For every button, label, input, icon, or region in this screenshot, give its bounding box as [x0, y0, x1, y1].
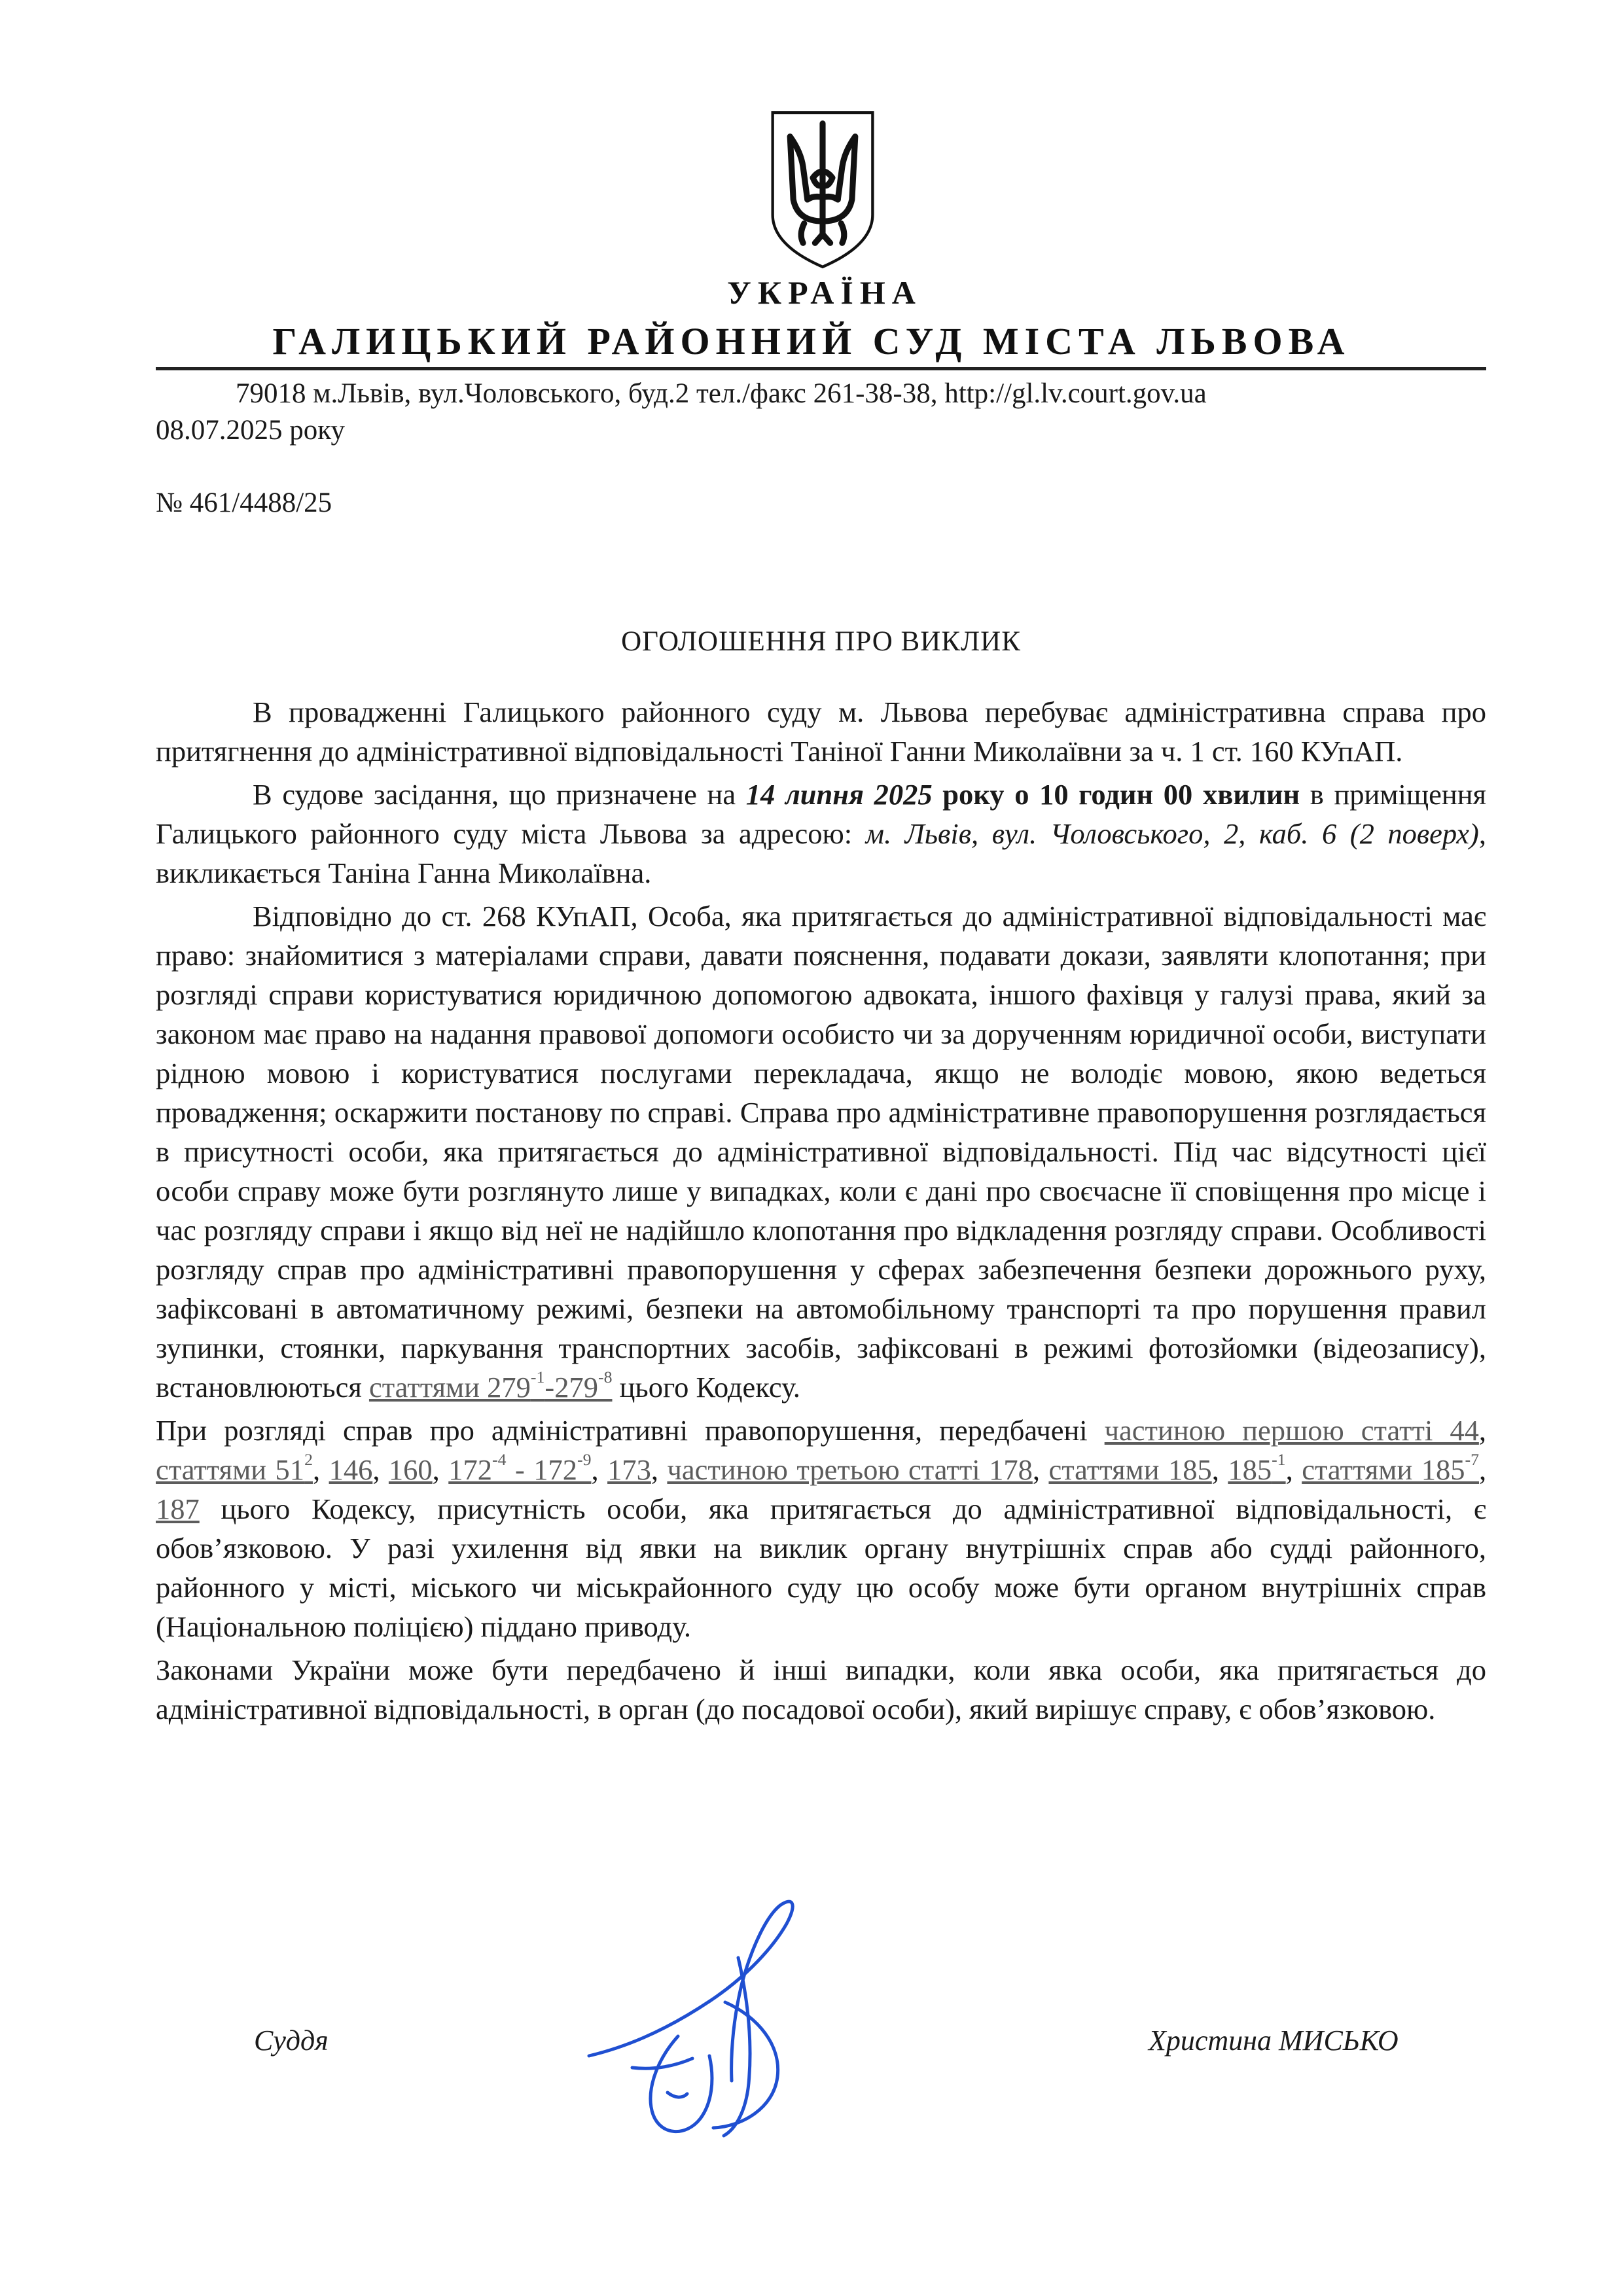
document-date: 08.07.2025 року — [156, 415, 346, 446]
hearing-text: в приміщення Галицького районного суду міста Львова за адресою: — [156, 778, 1487, 850]
article-reference-link[interactable]: статтями 185 — [1048, 1453, 1212, 1486]
judge-role-label: Суддя — [254, 2024, 329, 2057]
hearing-text: В судове засідання, що призначене на — [253, 778, 746, 811]
article-reference-link[interactable]: $185^{-1}$ — [1228, 1450, 1286, 1486]
signature-icon — [576, 1884, 825, 2166]
presence-text: цього Кодексу, присутність особи, яка притягається до адміністративної відповідальності, є обов’язковою. У разі ухилення від явки на виклик органу внутрішніх справ або судді районного, районного у місті, міського чи міськрайонного суду цю особу може бути органом внутрішніх справ (Національною поліцією) піддано приводу. — [156, 1492, 1486, 1643]
article-reference-link[interactable]: 146 — [329, 1453, 373, 1486]
article-reference-link[interactable]: частиною третьою статті 178 — [667, 1453, 1033, 1486]
handwritten-signature — [576, 1884, 825, 2166]
rights-text: цього Кодексу. — [612, 1371, 800, 1404]
hearing-text: , викликається Таніна Ганна Миколаївна. — [156, 817, 1486, 889]
document-title: ОГОЛОШЕННЯ ПРО ВИКЛИК — [621, 626, 1021, 657]
trident-emblem-svg — [768, 108, 877, 272]
article-reference-link[interactable]: статтями $279^{-1}-279^{-8}$ — [368, 1368, 613, 1404]
court-address: 79018 м.Львів, вул.Чоловського, буд.2 тел./факс 261-38-38, http://gl.lv.court.gov.ua — [236, 378, 1207, 409]
rights-text: Відповідно до ст. 268 КУпАП, Особа, яка притягається до адміністративної відповідальності має право: знайомитися з матеріалами справи, давати пояснення, подавати докази, заявляти клопотання; при розгляді справи користуватися юридичною допомогою адвоката, іншого фахівця у галузі права, який за законом має право на надання правової допомоги особисто чи за дорученням юридичної особи, виступати рідною мовою і користуватися послугами перекладача, якщо не володіє мовою, якою ведеться провадження; оскаржити постанову по справі. Справа про адміністративне правопорушення розглядається в присутності особи, яка притягається до адміністративної відповідальності. Під час відсутності цієї особи справу може бути розглянуто лише у випадках, коли є дані про своєчасне її сповіщення про місце і час розгляду справи і якщо від неї не надійшло клопотання про відкладення розгляду справи. Особливості розгляду справ про адміністративні правопорушення у сферах забезпечення безпеки дорожнього руху, зафіксовані в автоматичному режимі, безпеки на автомобільному транспорті та про порушення правил зупинки, стоянки, паркування транспортних засобів, зафіксовані в режимі фотозйомки (відеозапису), встановлюються — [156, 900, 1486, 1404]
paragraph-text: Законами України може бути передбачено й інші випадки, коли явка особи, яка притягається до адміністративної відповідальності, в орган (до посадової особи), який вирішує справу, є обов’язковою. — [156, 1653, 1486, 1725]
document-body — [156, 692, 1486, 1733]
hearing-address: м. Львів, вул. Чоловського, 2, каб. 6 (2 поверх) — [865, 817, 1479, 850]
article-reference-link[interactable]: $172^{-4} - 172^{-9}$ — [448, 1450, 592, 1486]
country-name: УКРАЇНА — [727, 274, 922, 311]
header-divider — [156, 367, 1486, 370]
article-reference-link[interactable]: частиною першою статті 44 — [1104, 1414, 1479, 1447]
hearing-date: 14 липня 2025 — [745, 778, 933, 811]
presence-text: При розгляді справ про адміністративні правопорушення, передбачені — [156, 1414, 1105, 1447]
article-reference-link[interactable]: 160 — [388, 1453, 433, 1486]
paragraph-text: В провадженні Галицького районного суду м. Львова перебуває адміністративна справа про притягнення до адміністративної відповідальності Таніної Ганни Миколаївни за ч. 1 ст. 160 КУпАП. — [156, 696, 1486, 768]
paragraph-hearing — [156, 775, 1486, 892]
paragraph-rights — [156, 896, 1486, 1407]
article-reference-link[interactable]: 173 — [607, 1453, 651, 1486]
paragraph-case-info — [156, 692, 1486, 771]
judge-name: Христина МИСЬКО — [1149, 2024, 1399, 2057]
article-reference-link[interactable]: 187 — [156, 1492, 200, 1525]
article-reference-link[interactable]: статтями $51^2$ — [156, 1450, 313, 1486]
hearing-time: року о 10 годин 00 хвилин — [932, 778, 1300, 811]
article-reference-link[interactable]: статтями $185^{-7}$ — [1302, 1450, 1479, 1486]
paragraph-mandatory-presence: При розгляді справ про адміністративні правопорушення, передбачені частиною першою статті 44, статтями $51^2$, 146, 160, $172^{-4} - 172^{-9}$, 173, частиною третьою статті 178, статтями 185, $185^{-1}$, статтями $185^{-7}$, 187 цього Кодексу, присутність особи, яка притягається до адміністративної відповідальності, є обов’язковою. У разі ухилення від явки на виклик органу внутрішніх справ або судді районного, районного у місті, міського чи міськрайонного суду цю особу може бути органом внутрішніх справ (Національною поліцією) піддано приводу. — [156, 1414, 1487, 1643]
court-name: ГАЛИЦЬКИЙ РАЙОННИЙ СУД МІСТА ЛЬВОВА — [272, 320, 1351, 362]
paragraph-other-cases — [156, 1650, 1486, 1729]
trident-emblem-icon — [768, 108, 877, 272]
case-number: № 461/4488/25 — [156, 487, 332, 518]
